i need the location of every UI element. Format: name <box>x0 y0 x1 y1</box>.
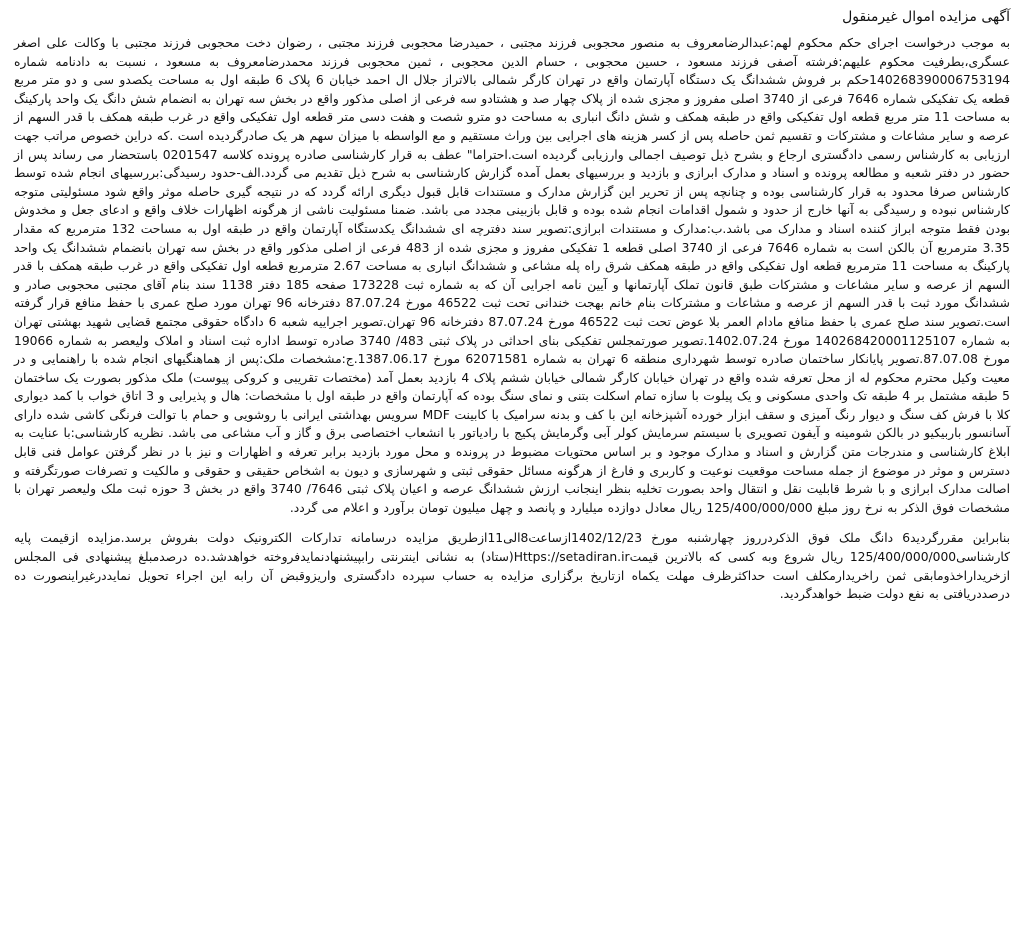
notice-body-auction: بنابراین مقررگردید6 دانگ ملک فوق الذکردرروز چهارشنبه مورخ 1402/12/23ازساعت8الی11ازطریق مزایده درسامانه تدارکات الکترونیک دولت بفروش برسد.مزایده ازقیمت پایه کارشناسی125/400/000/000 ریال شروع وبه کسی که بالاترین قیمتHttps://setadiran.ir(ستاد) به نشانی اینترنتی رابپیشنهادنمایدفروخته خواهدشد.ده درصدمبلغ پیشنهادی فی المجلس ازخریداراخذومابقی ثمن راخریدارمکلف است حداکثرظرف مهلت یکماه ازتاریخ برگزاری مزایده به حساب سپرده دادگستری واریزوقبض آن رابه این اجراء تحویل نمایددرغیراینصورت ده درصددریافتی به نفع دولت ضبط خواهدگردید. <box>14 531 1010 602</box>
notice-title: آگهی مزایده اموال غیرمنقول <box>842 9 1010 25</box>
paragraph-gap <box>14 517 1010 529</box>
notice-body-main: به موجب درخواست اجرای حکم محکوم لهم:عبدالرضامعروف به منصور محجوبی فرزند مجتبی ، حمیدرضا محجوبی فرزند مجتبی ، رضوان دخت محجوبی فرزند مجتبی با وکالت علی اصغر عسگری،بطرفیت محکوم علیهم:فرشته آصفی فرزند مسعود ، حسین محجوبی ، حسام الدین محجوبی ، ثمین محجوبی فرزند محمدرضامعروف به مسعود ، نسبت به دادنامه شماره 140268390006753194حکم بر فروش ششدانگ یک دستگاه آپارتمان واقع در تهران کارگر شمالی بالاتراز جلال ال احمد خیابان 6 پلاک 6 طبقه اول به مساحت یکصدو سی و دو متر مربع قطعه یک تفکیکی شماره 7646 فرعی از 3740 اصلی مفروز و مجزی شده از پلاک چهار صد و هشتادو سه فرعی از اصلی مذکور واقع در بخش سه تهران به انضمام شش دانگ یک واحد پارکینگ به مساحت 11 متر مربع قطعه اول تفکیکی واقع در طبقه همکف و شش دانگ انباری به مساحت دو مترو شصت و هفت دسی متر قطعه اول تفکیکی واقع در غرب طبقه همکف با قدر السهم از عرصه و سایر مشاعات و مشترکات و تقسیم ثمن حاصله پس از کسر هزینه های اجرایی بین وراث مستقیم و مع الواسطه با میزان سهم هر یک صادرگردیده است .که دراین خصوص مراتب جهت ارزیابی به کارشناس رسمی دادگستری ارجاع و بشرح ذیل توصیف اجمالی وارزیابی گردیده است.احتراما" عطف به قرار کارشناسی صادره پرونده کلاسه 0201547 باستحضار می رساند پس از حضور در دفتر شعبه و مطالعه پرونده و اسناد و مدارک ابرازی و بازدید و بررسیهای بعمل آمده گزارش کارشناسی به شرح ذیل تقدیم می گردد.الف-حدود رسیدگی:بررسیهای انجام شده توسط کارشناس صرفا محدود به قرار کارشناسی بوده و چنانچه پس از تحریر این گزارش مدارک و مستندات قابل قبول دیگری ارائه گردد که در نتیجه گیری حاصله موثر واقع شود مسئولیتی متوجه کارشناس نبوده و رسیدگی به آنها خارج از حدود و شمول اقدامات انجام شده بوده و قابل بازبینی مجدد می باشد. ضمنا مسئولیت ناشی از هرگونه اظهارات خلاف واقع و ادعای جعل و مخدوش بودن فقط متوجه ابراز کننده اسناد و مدارک می باشد.ب:مدارک و مستندات ابرازی:تصویر سند دفترچه ای ششدانگ یکدستگاه آپارتمان واقع در طبقه اول به مساحت 132 مترمربع که مقدار 3.35 مترمربع آن بالکن است به شماره 7646 فرعی از 3740 اصلی قطعه 1 تفکیکی مفروز و مجزی شده از 483 فرعی از اصلی مذکور واقع در بخش سه تهران بانضمام ششدانگ یک واحد پارکینگ به مساحت 11 مترمربع قطعه اول تفکیکی واقع در طبقه همکف شرق راه پله مشاعی و ششدانگ انباری به مساحت 2.67 مترمربع قطعه اول تفکیکی واقع در غرب طبقه همکف با قدر السهم از عرصه و سایر مشاعات و مشترکات طبق قانون تملک آپارتمانها و آیین نامه اجرایی آن که به شماره ثبت 173228 صفحه 185 دفتر 1138 سند بنام آقای مجتبی محجوبی صادر و ششدانگ مورد ثبت با قدر السهم از عرصه و مشاعات و مشترکات بنام خانم بهجت خندانی تحت ثبت 46522 مورخ 87.07.24 دفترخانه 96 تهران مورد صلح عمری با حفظ منافع قرار گرفته است.تصویر سند صلح عمری با حفظ منافع مادام العمر بلا عوض تحت ثبت 46522 مورخ 87.07.24 دفترخانه 96 تهران.تصویر اجراییه شعبه 6 دادگاه حقوقی مجتمع قضایی شهید بهشتی تهران به شماره 140268420001125107 مورخ 1402.07.24.تصویر صورتمجلس تفکیکی بنای احداثی در پلاک ثبتی 483/ 3740 صادره توسط اداره ثبت اسناد و املاک ولیعصر به شماره 19066 مورخ 87.07.08.تصویر پایانکار ساختمان صادره توسط شهرداری منطقه 6 تهران به شماره 62071581 مورخ 1387.06.17.ج:مشخصات ملک:پس از هماهنگیهای انجام شده با راهنمایی و در معیت وکیل محترم محکوم له از محل تعرفه شده واقع در تهران خیابان کارگر شمالی خیابان ششم پلاک 4 بازدید بعمل آمد (مختصات تقریبی و کروکی پیوست) ملک مذکور بصورت یک ساختمان 5 طبقه مشتمل بر 4 طبقه تک واحدی مسکونی و یک پیلوت با سازه تمام اسکلت بتنی و نمای سنگ بوده که آپارتمان واقع در طبقه اول با مشخصات: هال و پذیرایی و 3 اتاق خواب با کمد دیواری کلا با فرش کف سنگ و دیوار رنگ آمیزی و سقف ابزار خورده آشپزخانه این با کف و بدنه سرامیک با کابینت MDF سرویس بهداشتی ایرانی با روشویی و حمام با توالت فرنگی کاشی شده دارای آسانسور باربیکیو در بالکن شومینه و آیفون تصویری با سیستم سرمایش کولر آبی وگرمایش پکیج با رادیاتور با انشعاب اختصاصی برق و گاز و آب مشاعی می باشد. نظریه کارشناسی:با عنایت به ابلاغ کارشناسی و مندرجات متن گزارش و اسناد و مدارک موجود و بر اساس محتویات مضبوط در پرونده و محل مورد بازدید برابر تعرفه و اظهارات و نیز با در نظر گرفتن عوامل فنی قابل دسترس و موثر در موضوع از جمله مساحت موقعیت نوعیت و کاربری و فارغ از هرگونه مسائل حقوقی ثبتی و شهرسازی و دیون به اشخاص حقیقی و حقوقی و مالکیت و تصرفات صورتگرفته و اصالت مدارک ابرازی و با شرط قابلیت نقل و انتقال واحد بصورت تخلیه بنظر اینجانب ارزش ششدانگ عرصه و اعیان پلاک ثبتی 7646/ 3740 واقع در بخش 3 حوزه ثبت ملک ولیعصر تهران با مشخصات فوق الذکر به نرخ روز مبلغ 125/400/000/000 ریال معادل دوازده میلیارد و پانصد و چهل میلیون تومان برآورد و اعلام می گردد. <box>14 36 1011 515</box>
